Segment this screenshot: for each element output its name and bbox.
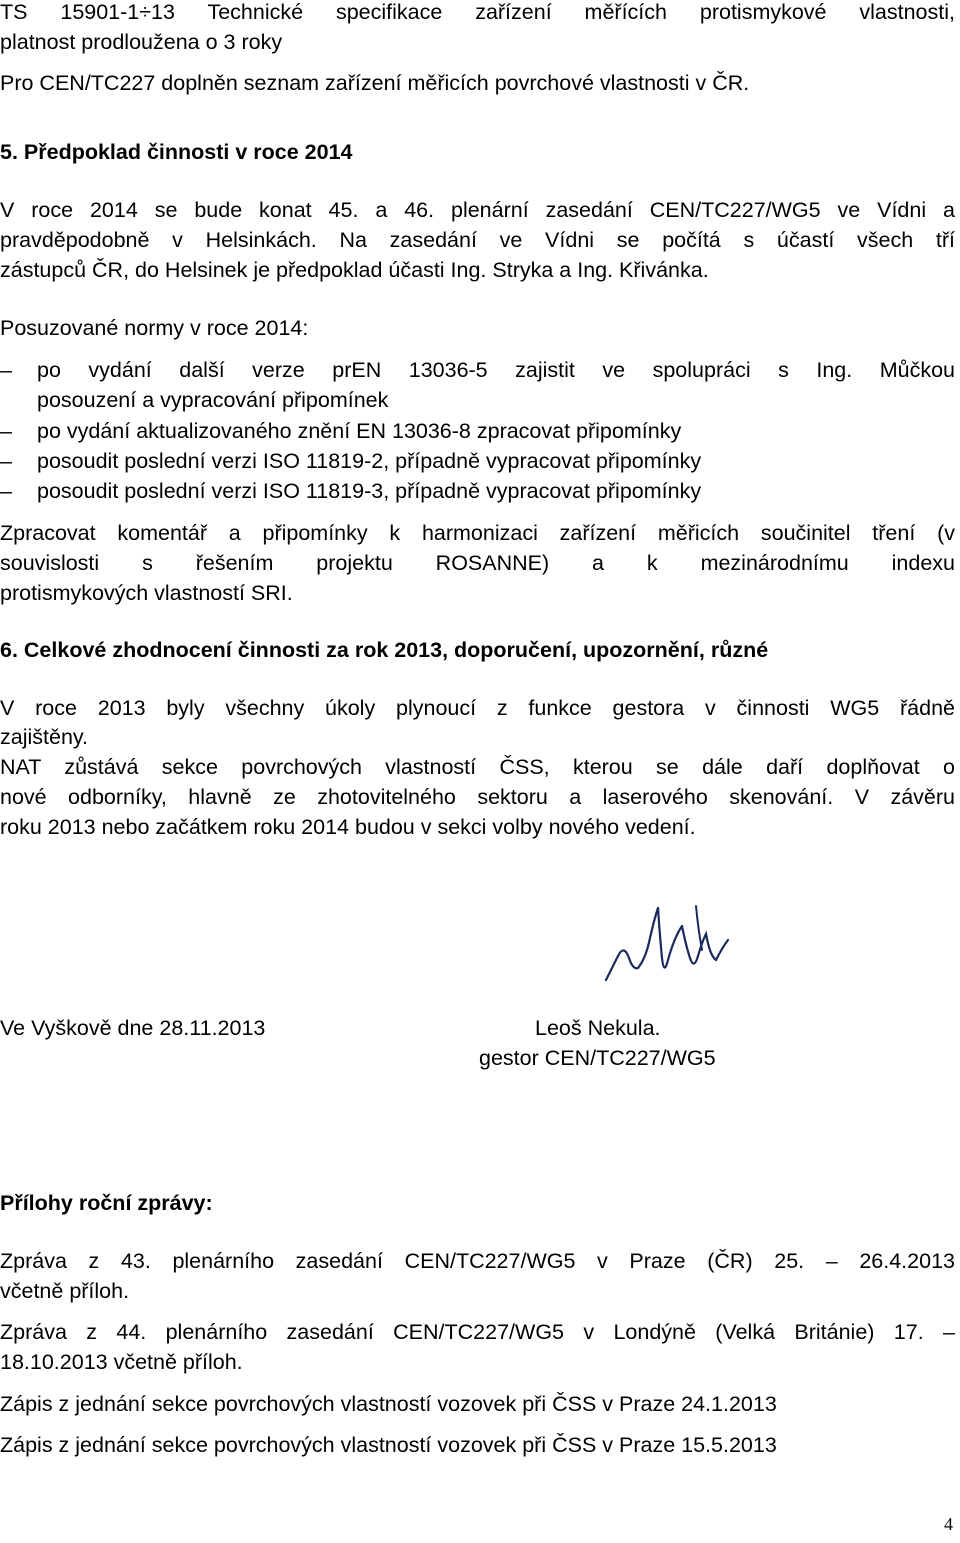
section-5-text-3: zástupců ČR, do Helsinek je předpoklad účasti Ing. Stryka a Ing. Křivánka. [0,258,709,282]
norm-item-1-line-2: posouzení a vypracování připomínek [37,388,389,412]
list-dash: – [0,358,12,382]
comment-text-3: protismykových vlastností SRI. [0,581,293,605]
list-dash: – [0,449,12,473]
norm-item-2: po vydání aktualizovaného znění EN 13036-8 zpracovat připomínky [37,419,682,443]
comment-text-2: souvislosti s řešením projektu ROSANNE) a k mezinárodnímu indexu [0,551,955,575]
attachment-3: Zápis z jednání sekce povrchových vlastností vozovek při ČSS v Praze 24.1.2013 [0,1392,777,1416]
place-date: Ve Vyškově dne 28.11.2013 [0,1016,266,1040]
signature-stroke [682,926,728,964]
section-6-text-4: nové odborníky, hlavně ze zhotovitelného sektoru a laserového skenování. V závěru [0,785,955,809]
signature-stroke [696,906,702,950]
section-6-text-1: V roce 2013 byly všechny úkoly plynoucí z funkce gestora v činnosti WG5 řádně [0,696,955,720]
attachment-2-line-1: Zpráva z 44. plenárního zasedání CEN/TC227/WG5 v Londýně (Velká Británie) 17. – [0,1320,955,1344]
norm-item-4: posoudit poslední verzi ISO 11819-3, případně vypracovat připomínky [37,479,702,503]
signature [598,898,748,998]
attachment-4: Zápis z jednání sekce povrchových vlastností vozovek při ČSS v Praze 15.5.2013 [0,1433,777,1457]
page-number: 4 [944,1514,953,1534]
section-5-text-1: V roce 2014 se bude konat 45. a 46. plenární zasedání CEN/TC227/WG5 ve Vídni a [0,198,955,222]
ts-line-1: TS 15901-1÷13 Technické specifikace zařízení měřících protismykové vlastnosti, [0,0,955,24]
ts-line-2: platnost prodloužena o 3 roky [0,30,283,54]
section-6-text-5: roku 2013 nebo začátkem roku 2014 budou v sekci volby nového vedení. [0,815,696,839]
attachments-title: Přílohy roční zprávy: [0,1191,213,1215]
norms-title: Posuzované normy v roce 2014: [0,316,309,340]
section-6-text-3: NAT zůstává sekce povrchových vlastností ČSS, kterou se dále daří doplňovat o [0,755,955,779]
signer-role: gestor CEN/TC227/WG5 [479,1046,716,1070]
signature-stroke [606,908,658,980]
section-6-text-2: zajištěny. [0,725,89,749]
section-5-text-2: pravděpodobně v Helsinkách. Na zasedání ve Vídni se počítá s účastí všech tří [0,228,955,252]
signer-name: Leoš Nekula. [535,1016,661,1040]
section-5-heading: 5. Předpoklad činnosti v roce 2014 [0,140,353,164]
cen-line: Pro CEN/TC227 doplněn seznam zařízení měřicích povrchové vlastnosti v ČR. [0,71,750,95]
comment-text-1: Zpracovat komentář a připomínky k harmonizaci zařízení měřicích součinitel tření (v [0,521,955,545]
signature-stroke [658,908,682,968]
section-6-heading: 6. Celkové zhodnocení činnosti za rok 2013, doporučení, upozornění, různé [0,638,769,662]
attachment-2-line-2: 18.10.2013 včetně příloh. [0,1350,243,1374]
attachment-1-line-2: včetně příloh. [0,1279,130,1303]
norm-item-3: posoudit poslední verzi ISO 11819-2, případně vypracovat připomínky [37,449,702,473]
list-dash: – [0,419,12,443]
list-dash: – [0,479,12,503]
norm-item-1-line-1: po vydání další verze prEN 13036-5 zajistit ve spolupráci s Ing. Můčkou [37,358,955,382]
attachment-1-line-1: Zpráva z 43. plenárního zasedání CEN/TC227/WG5 v Praze (ČR) 25. – 26.4.2013 [0,1249,955,1273]
